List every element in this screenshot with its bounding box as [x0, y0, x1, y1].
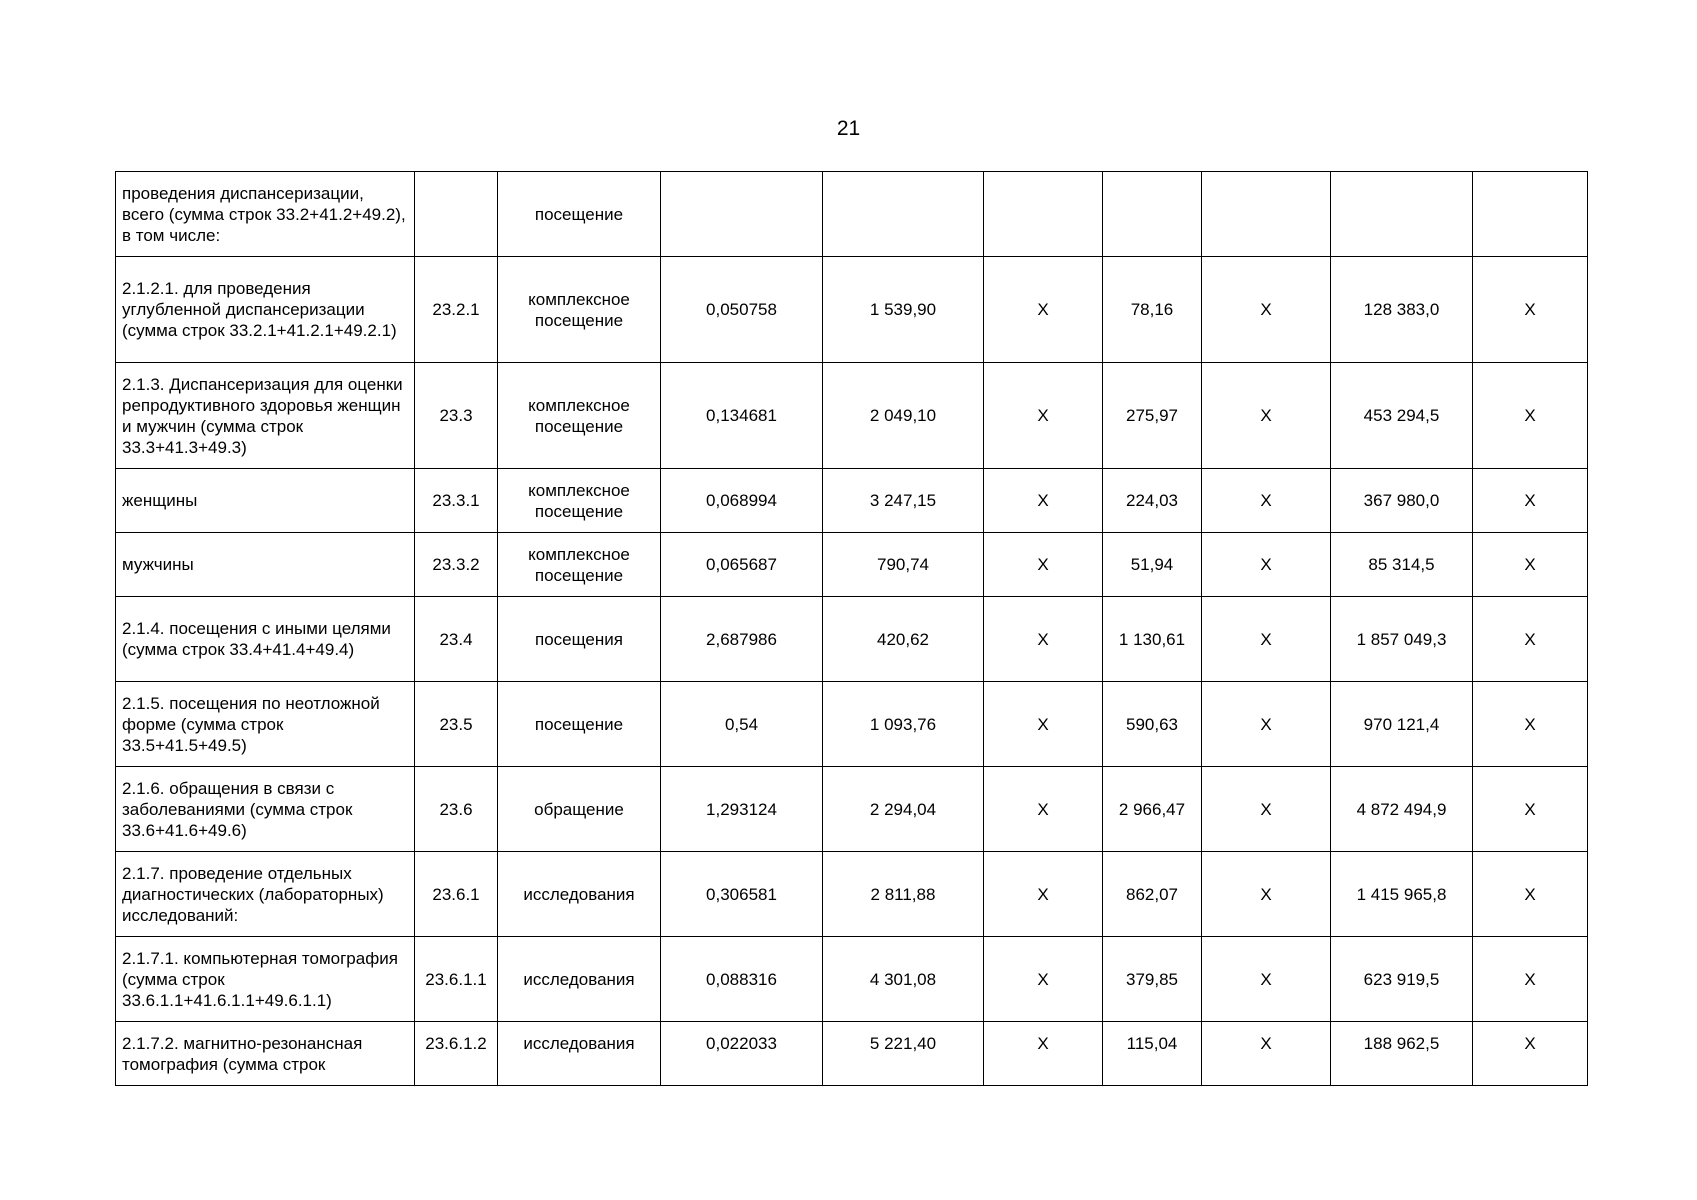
table-cell: Х	[984, 363, 1103, 469]
standard-cost-cell: 2 049,10	[823, 363, 984, 469]
table-cell: Х	[1202, 597, 1331, 682]
row-code-cell: 23.5	[415, 682, 498, 767]
unit-cell: исследования	[498, 852, 661, 937]
unit-cell: посещения	[498, 597, 661, 682]
standard-cost-cell: 4 301,08	[823, 937, 984, 1022]
standard-cost-cell: 2 294,04	[823, 767, 984, 852]
table-cell: Х	[1202, 767, 1331, 852]
table-cell: Х	[984, 852, 1103, 937]
row-label-cell: 2.1.7.1. компьютерная томография (сумма строк 33.6.1.1+41.6.1.1+49.6.1.1)	[116, 937, 415, 1022]
table-cell: Х	[1202, 937, 1331, 1022]
standard-volume-cell: 0,022033	[661, 1022, 823, 1086]
row-label-cell: 2.1.2.1. для проведения углубленной диспансеризации (сумма строк 33.2.1+41.2.1+49.2.1)	[116, 257, 415, 363]
standard-cost-cell	[823, 172, 984, 257]
standard-volume-cell: 0,050758	[661, 257, 823, 363]
total-cost-cell: 623 919,5	[1331, 937, 1473, 1022]
row-label-cell: проведения диспансеризации, всего (сумма строк 33.2+41.2+49.2), в том числе:	[116, 172, 415, 257]
row-code-cell: 23.3	[415, 363, 498, 469]
unit-cell: комплексное посещение	[498, 363, 661, 469]
total-cost-cell	[1331, 172, 1473, 257]
table-row	[116, 597, 1588, 682]
row-label-cell: женщины	[116, 469, 415, 533]
total-cost-cell: 1 857 049,3	[1331, 597, 1473, 682]
unit-cell: комплексное посещение	[498, 533, 661, 597]
row-code-cell: 23.4	[415, 597, 498, 682]
total-cost-cell: 970 121,4	[1331, 682, 1473, 767]
row-label-cell: 2.1.5. посещения по неотложной форме (сумма строк 33.5+41.5+49.5)	[116, 682, 415, 767]
standard-volume-cell: 0,306581	[661, 852, 823, 937]
table-cell: Х	[1473, 533, 1588, 597]
table-cell: Х	[1473, 1022, 1588, 1086]
table-cell: Х	[1473, 937, 1588, 1022]
row-label-cell: 2.1.3. Диспансеризация для оценки репродуктивного здоровья женщин и мужчин (сумма строк 33.3+41.3+49.3)	[116, 363, 415, 469]
per-capita-cell: 51,94	[1103, 533, 1202, 597]
table-cell: Х	[1473, 852, 1588, 937]
table-cell: Х	[984, 597, 1103, 682]
table-cell: Х	[1202, 533, 1331, 597]
total-cost-cell: 128 383,0	[1331, 257, 1473, 363]
standard-cost-cell: 1 093,76	[823, 682, 984, 767]
table-row	[116, 767, 1588, 852]
row-code-cell: 23.3.2	[415, 533, 498, 597]
table-cell: Х	[984, 533, 1103, 597]
per-capita-cell: 78,16	[1103, 257, 1202, 363]
row-code-cell: 23.6.1	[415, 852, 498, 937]
standard-cost-cell: 1 539,90	[823, 257, 984, 363]
standard-cost-cell: 790,74	[823, 533, 984, 597]
table-cell: Х	[1202, 469, 1331, 533]
table-cell	[1473, 172, 1588, 257]
table-row	[116, 682, 1588, 767]
table-row	[116, 937, 1588, 1022]
standard-volume-cell: 0,54	[661, 682, 823, 767]
data-table	[115, 171, 1588, 1086]
standard-cost-cell: 5 221,40	[823, 1022, 984, 1086]
total-cost-cell: 4 872 494,9	[1331, 767, 1473, 852]
table-cell: Х	[984, 257, 1103, 363]
table-cell	[1202, 172, 1331, 257]
table-cell: Х	[1473, 682, 1588, 767]
per-capita-cell: 379,85	[1103, 937, 1202, 1022]
row-code-cell: 23.2.1	[415, 257, 498, 363]
total-cost-cell: 85 314,5	[1331, 533, 1473, 597]
per-capita-cell	[1103, 172, 1202, 257]
table-row	[116, 469, 1588, 533]
unit-cell: посещение	[498, 172, 661, 257]
unit-cell: посещение	[498, 682, 661, 767]
per-capita-cell: 224,03	[1103, 469, 1202, 533]
table-cell: Х	[1202, 682, 1331, 767]
table-cell: Х	[984, 469, 1103, 533]
per-capita-cell: 275,97	[1103, 363, 1202, 469]
table-cell: Х	[1473, 363, 1588, 469]
table-cell: Х	[1202, 852, 1331, 937]
table-row	[116, 852, 1588, 937]
row-code-cell: 23.3.1	[415, 469, 498, 533]
table-cell: Х	[1473, 469, 1588, 533]
table-cell: Х	[1473, 767, 1588, 852]
table-cell: Х	[984, 767, 1103, 852]
row-label-cell: 2.1.6. обращения в связи с заболеваниями (сумма строк 33.6+41.6+49.6)	[116, 767, 415, 852]
total-cost-cell: 1 415 965,8	[1331, 852, 1473, 937]
row-code-cell	[415, 172, 498, 257]
row-label-cell: 2.1.4. посещения с иными целями (сумма строк 33.4+41.4+49.4)	[116, 597, 415, 682]
per-capita-cell: 590,63	[1103, 682, 1202, 767]
table-cell: Х	[1202, 1022, 1331, 1086]
table-cell: Х	[1473, 257, 1588, 363]
row-label-cell: мужчины	[116, 533, 415, 597]
total-cost-cell: 367 980,0	[1331, 469, 1473, 533]
total-cost-cell: 453 294,5	[1331, 363, 1473, 469]
standard-volume-cell: 0,068994	[661, 469, 823, 533]
standard-cost-cell: 3 247,15	[823, 469, 984, 533]
standard-volume-cell: 1,293124	[661, 767, 823, 852]
table-row	[116, 257, 1588, 363]
standard-volume-cell: 0,065687	[661, 533, 823, 597]
table-cell	[984, 172, 1103, 257]
table-row	[116, 363, 1588, 469]
standard-volume-cell: 2,687986	[661, 597, 823, 682]
standard-volume-cell: 0,134681	[661, 363, 823, 469]
standard-cost-cell: 420,62	[823, 597, 984, 682]
table-cell: Х	[984, 682, 1103, 767]
row-label-cell: 2.1.7.2. магнитно-резонансная томография (сумма строк	[116, 1022, 415, 1086]
row-code-cell: 23.6.1.1	[415, 937, 498, 1022]
table-cell: Х	[984, 1022, 1103, 1086]
unit-cell: исследования	[498, 1022, 661, 1086]
unit-cell: комплексное посещение	[498, 469, 661, 533]
standard-cost-cell: 2 811,88	[823, 852, 984, 937]
page-number: 21	[836, 117, 861, 140]
table-cell: Х	[1473, 597, 1588, 682]
table-row	[116, 533, 1588, 597]
total-cost-cell: 188 962,5	[1331, 1022, 1473, 1086]
unit-cell: комплексное посещение	[498, 257, 661, 363]
per-capita-cell: 2 966,47	[1103, 767, 1202, 852]
table-row	[116, 1022, 1588, 1086]
row-code-cell: 23.6	[415, 767, 498, 852]
per-capita-cell: 1 130,61	[1103, 597, 1202, 682]
unit-cell: исследования	[498, 937, 661, 1022]
table-cell: Х	[1202, 257, 1331, 363]
table-row	[116, 172, 1588, 257]
table-cell: Х	[1202, 363, 1331, 469]
per-capita-cell: 862,07	[1103, 852, 1202, 937]
row-label-cell: 2.1.7. проведение отдельных диагностических (лабораторных) исследований:	[116, 852, 415, 937]
table-cell: Х	[984, 937, 1103, 1022]
standard-volume-cell	[661, 172, 823, 257]
per-capita-cell: 115,04	[1103, 1022, 1202, 1086]
row-code-cell: 23.6.1.2	[415, 1022, 498, 1086]
standard-volume-cell: 0,088316	[661, 937, 823, 1022]
unit-cell: обращение	[498, 767, 661, 852]
